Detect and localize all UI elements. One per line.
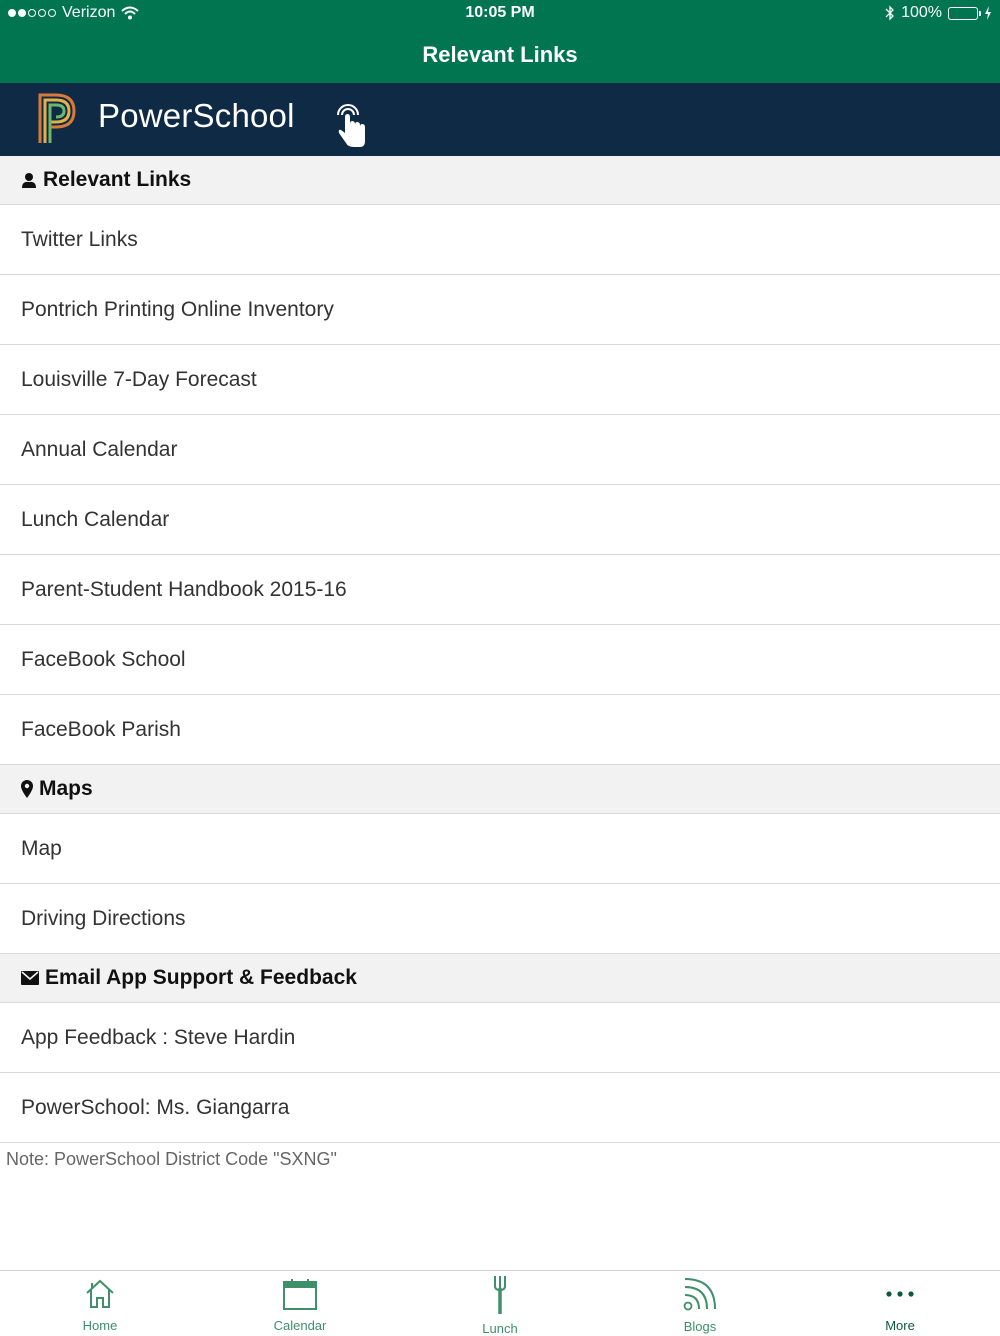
section-title: Maps: [39, 777, 93, 800]
battery-icon: [948, 7, 978, 20]
tab-calendar[interactable]: [200, 1271, 400, 1333]
battery-percent: 100%: [901, 4, 942, 21]
link-label: Twitter Links: [21, 227, 138, 251]
more-dots-icon: [885, 1277, 915, 1310]
link-annual-calendar[interactable]: [0, 415, 1000, 485]
section-title: Relevant Links: [43, 168, 192, 191]
battery-status: [885, 4, 992, 22]
tab-bar: [0, 1270, 1000, 1336]
tab-label: Lunch: [482, 1321, 518, 1336]
tab-label: Calendar: [273, 1318, 327, 1333]
link-louisville-forecast[interactable]: [0, 345, 1000, 415]
tab-blogs[interactable]: [600, 1271, 800, 1333]
link-label: FaceBook Parish: [21, 717, 181, 741]
tab-label: More: [885, 1318, 915, 1333]
link-label: Louisville 7-Day Forecast: [21, 367, 257, 391]
tab-label: Home: [82, 1318, 118, 1333]
link-app-feedback[interactable]: [0, 1003, 1000, 1073]
district-code-note: Note: PowerSchool District Code "SXNG": [6, 1149, 337, 1169]
status-bar: [0, 0, 1000, 28]
charging-icon: [984, 6, 992, 20]
bluetooth-icon: [885, 5, 895, 21]
link-label: Pontrich Printing Online Inventory: [21, 297, 334, 321]
link-powerschool-contact[interactable]: [0, 1073, 1000, 1143]
section-header-email-support: [0, 954, 1000, 1003]
top-bar: [0, 0, 1000, 83]
links-list: [0, 156, 1000, 1170]
link-facebook-school[interactable]: [0, 625, 1000, 695]
powerschool-logo-icon: [36, 91, 80, 147]
tab-lunch[interactable]: [400, 1271, 600, 1336]
status-time: 10:05 PM: [465, 4, 535, 21]
fork-icon: [493, 1277, 507, 1313]
rss-icon: [683, 1277, 717, 1311]
link-label: Map: [21, 836, 62, 860]
powerschool-banner[interactable]: [0, 83, 1000, 156]
link-label: Parent-Student Handbook 2015-16: [21, 577, 347, 601]
home-icon: [84, 1277, 116, 1310]
person-icon: [21, 172, 37, 188]
link-lunch-calendar[interactable]: [0, 485, 1000, 555]
link-label: App Feedback : Steve Hardin: [21, 1025, 296, 1049]
carrier-name: Verizon: [62, 4, 116, 21]
banner-brand: PowerSchool: [98, 97, 295, 134]
link-label: FaceBook School: [21, 647, 186, 671]
envelope-icon: [21, 971, 39, 985]
link-map[interactable]: [0, 814, 1000, 884]
link-pontrich-printing[interactable]: [0, 275, 1000, 345]
tap-hand-icon: [332, 97, 368, 149]
page-title: Relevant Links: [422, 42, 578, 67]
tab-more[interactable]: [800, 1271, 1000, 1333]
tab-label: Blogs: [683, 1319, 717, 1334]
tab-home[interactable]: [0, 1271, 200, 1333]
link-label: Driving Directions: [21, 906, 186, 930]
link-label: PowerSchool: Ms. Giangarra: [21, 1095, 290, 1119]
link-handbook[interactable]: [0, 555, 1000, 625]
section-title: Email App Support & Feedback: [45, 966, 357, 989]
link-label: Annual Calendar: [21, 437, 178, 461]
map-pin-icon: [21, 780, 33, 798]
calendar-icon: [283, 1277, 317, 1310]
link-facebook-parish[interactable]: [0, 695, 1000, 765]
link-twitter-links[interactable]: [0, 205, 1000, 275]
section-header-maps: [0, 765, 1000, 814]
link-driving-directions[interactable]: [0, 884, 1000, 954]
link-label: Lunch Calendar: [21, 507, 170, 531]
section-header-relevant-links: [0, 156, 1000, 205]
